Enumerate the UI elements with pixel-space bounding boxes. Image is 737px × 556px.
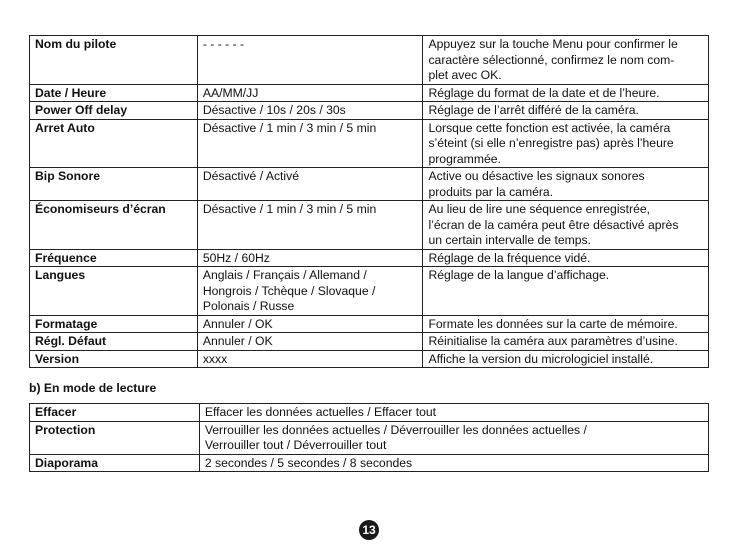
table-row: [30, 84, 709, 102]
setting-options: [197, 267, 423, 316]
setting-description: [423, 315, 709, 333]
playback-name: Protection: [30, 421, 200, 454]
setting-options-line: Désactivé / Activé: [202, 169, 300, 183]
setting-name: Fréquence: [30, 249, 198, 267]
setting-description-line: produits par la caméra.: [428, 184, 554, 199]
table-row: [30, 267, 709, 316]
table-row: [30, 315, 709, 333]
table-row: [30, 119, 709, 168]
setting-description: [423, 249, 709, 267]
setting-description-line: programmée.: [428, 151, 501, 166]
setting-options-line: Désactive / 10s / 20s / 30s: [202, 103, 346, 117]
playback-options: [199, 404, 708, 422]
setting-name: Nom du pilote: [30, 36, 198, 85]
setting-options: [197, 333, 423, 351]
setting-description-line: Réglage de la langue d’affichage.: [428, 268, 610, 282]
setting-description: [423, 333, 709, 351]
playback-options: [199, 454, 708, 472]
setting-name: Bip Sonore: [30, 168, 198, 201]
setting-description: [423, 201, 709, 250]
setting-name: Date / Heure: [30, 84, 198, 102]
setting-options-line: Désactive / 1 min / 3 min / 5 min: [202, 202, 377, 216]
table-row: [30, 404, 709, 422]
playback-options-line: 2 secondes / 5 secondes / 8 secondes: [204, 455, 413, 470]
setting-description-line: Au lieu de lire une séquence enregistrée,: [428, 202, 651, 216]
playback-options-line: Verrouiller les données actuelles / Déverrouiller les données actuelles /: [204, 422, 587, 437]
setting-name: Langues: [30, 267, 198, 316]
setting-name: Version: [30, 350, 198, 368]
setting-options: [197, 102, 423, 120]
setting-description: [423, 350, 709, 368]
table-row: [30, 350, 709, 368]
table-row: [30, 454, 709, 472]
setting-options: [197, 350, 423, 368]
setting-description-line: un certain intervalle de temps.: [428, 233, 592, 247]
page-number-badge: 13: [359, 520, 379, 540]
setting-name: Régl. Défaut: [30, 333, 198, 351]
setting-options-line: Anglais / Français / Allemand /: [202, 268, 367, 282]
setting-description: [423, 102, 709, 120]
setting-options: [197, 36, 423, 85]
setting-description-line: caractère sélectionné, confirmez le nom com-: [428, 52, 675, 67]
setting-description-line: s’éteint (si elle n’enregistre pas) après l’heure: [428, 136, 674, 150]
setting-description-line: Lorsque cette fonction est activée, la caméra: [428, 120, 671, 135]
setting-description-line: Réinitialise la caméra aux paramètres d’usine.: [428, 334, 678, 348]
playback-options: [199, 421, 708, 454]
setting-description: [423, 119, 709, 168]
setting-description-line: Appuyez sur la touche Menu pour confirmer le: [428, 37, 678, 51]
setting-description: [423, 168, 709, 201]
setting-description: [423, 267, 709, 316]
playback-name: Diaporama: [30, 454, 200, 472]
playback-options-line: Effacer les données actuelles / Effacer tout: [204, 405, 437, 419]
table-row: [30, 36, 709, 85]
playback-section-heading: b) En mode de lecture: [29, 381, 157, 395]
setting-description-line: Réglage de la fréquence vidé.: [428, 250, 591, 265]
setting-description-line: Réglage du format de la date et de l’heure.: [428, 85, 660, 100]
setting-name: Économiseurs d’écran: [30, 201, 198, 250]
playback-table-body: [30, 404, 709, 472]
setting-options-line: - - - - - -: [202, 37, 245, 51]
table-row: [30, 333, 709, 351]
table-row: [30, 249, 709, 267]
setting-name: Power Off delay: [30, 102, 198, 120]
setting-name: Arret Auto: [30, 119, 198, 168]
setting-options-line: Annuler / OK: [202, 334, 273, 348]
setting-description-line: plet avec OK.: [428, 68, 502, 82]
setting-name: Formatage: [30, 315, 198, 333]
setting-options-line: Annuler / OK: [202, 316, 273, 331]
setting-options: [197, 201, 423, 250]
setting-description-line: Affiche la version du micrologiciel installé.: [428, 351, 654, 366]
table-row: [30, 168, 709, 201]
setting-options: [197, 315, 423, 333]
setting-options-line: Polonais / Russe: [202, 299, 295, 313]
setting-options: [197, 249, 423, 267]
setting-options-line: Désactive / 1 min / 3 min / 5 min: [202, 120, 377, 135]
setting-description-line: Formate les données sur la carte de mémoire.: [428, 316, 678, 331]
setting-options-line: 50Hz / 60Hz: [202, 250, 270, 265]
setting-description-line: Réglage de l’arrêt différé de la caméra.: [428, 103, 639, 117]
setting-options-line: Hongrois / Tchèque / Slovaque /: [202, 283, 376, 298]
setting-options: [197, 168, 423, 201]
setting-options-line: xxxx: [202, 351, 228, 366]
setting-description: [423, 36, 709, 85]
setting-description-line: Active ou désactive les signaux sonores: [428, 169, 645, 183]
playback-options-line: Verrouiller tout / Déverrouiller tout: [204, 438, 387, 452]
setting-description: [423, 84, 709, 102]
setting-options: [197, 84, 423, 102]
playback-name: Effacer: [30, 404, 200, 422]
setting-description-line: l’écran de la caméra peut être désactivé après: [428, 217, 679, 232]
table-row: [30, 102, 709, 120]
table-row: [30, 201, 709, 250]
settings-table: [29, 35, 709, 368]
settings-table-body: [30, 36, 709, 368]
setting-options: [197, 119, 423, 168]
table-row: [30, 421, 709, 454]
setting-options-line: AA/MM/JJ: [202, 85, 259, 100]
playback-table: [29, 403, 709, 472]
